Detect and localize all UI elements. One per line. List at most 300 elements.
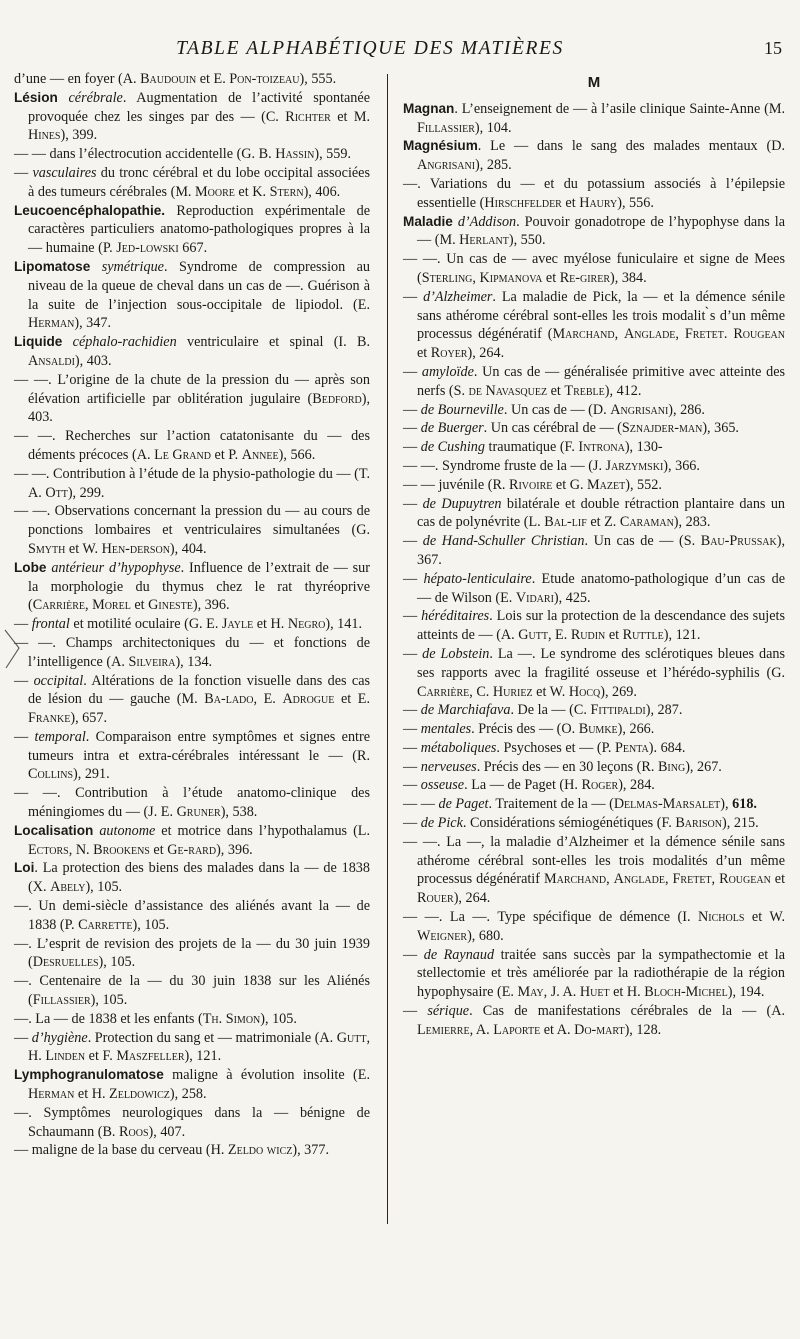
entry-text: Caraman xyxy=(619,514,674,531)
entry-text: . Un cas cérébral de — ( xyxy=(483,420,622,437)
entry-text: — —. Contribution à l’étude anatomo-clinique des méningiomes du — (J. E. xyxy=(14,785,370,821)
entry-text: , H. xyxy=(28,1029,371,1065)
entry-text: , xyxy=(84,597,93,614)
entry-text: Rivoire xyxy=(509,476,553,493)
entry-text: et K. xyxy=(234,183,270,200)
entry-text: Abely xyxy=(50,879,86,896)
entry-text: Bedford xyxy=(312,390,362,407)
index-entry xyxy=(14,935,370,973)
entry-text: Bal-lif xyxy=(544,514,587,531)
entry-text: . Syndrome de compression au niveau de la queue de cheval dans un cas de —. Guérison à la suite de l’injection sous-occipitale de lipiodol. (E. xyxy=(28,258,370,313)
entry-text: ), 550. xyxy=(508,232,546,249)
entry-text: ), 657. xyxy=(70,710,107,727)
entry-text: Fretet xyxy=(672,871,712,888)
entry-text: Rougean xyxy=(719,871,771,888)
entry-text: ), 556. xyxy=(617,194,654,211)
entry-text: — — juvénile (R. xyxy=(403,476,509,493)
entry-text: Barison xyxy=(675,815,723,832)
index-entry xyxy=(403,720,785,739)
entry-text: et W. xyxy=(744,909,786,926)
entry-text: Maszfeller xyxy=(116,1048,185,1065)
entry-text: . La maladie de Pick, la — et la démence sénile sans athérome cérébral sont-elles les trois modalit ̀s d’un même processus dégénératif ( xyxy=(417,288,786,343)
entry-text: —. Variations du — et du potassium associés à l’épilepsie essentielle ( xyxy=(403,175,785,211)
entry-text: , C. xyxy=(469,683,493,700)
entry-text: Gutt xyxy=(336,1029,367,1046)
entry-text: ), 538. xyxy=(220,804,258,821)
entry-text: Penta xyxy=(615,739,649,756)
index-entry xyxy=(14,465,370,503)
entry-text: ventriculaire et spinal (I. B. xyxy=(176,334,371,351)
entry-text: — —. Observations concernant la pression du — au cours de ponctions lombaires et ventriculaires simultanées (G. xyxy=(14,503,370,539)
entry-text: Desruelles xyxy=(32,954,99,971)
entry-text: . Un cas de — généralisée primitive avec atteinte des nerfs (S. xyxy=(417,363,786,399)
entry-text: — xyxy=(403,702,421,719)
entry-text: et P. xyxy=(210,446,242,463)
entry-text: et W. xyxy=(65,540,102,557)
entry-text: ), 286. xyxy=(668,401,705,418)
entry-text: Moore xyxy=(195,183,235,200)
entry-text: ), 121. xyxy=(184,1048,222,1065)
entry-text: ), 121. xyxy=(663,627,701,644)
entry-text: . Augmentation de l’activité spontanée provoquée chez les singes par des — (C. xyxy=(28,89,370,125)
entry-text: hépato-lenticulaire xyxy=(423,570,532,587)
entry-text: Hines xyxy=(28,127,61,144)
entry-text: frontal xyxy=(31,616,70,633)
entry-text: Lemierre xyxy=(417,1021,470,1038)
entry-text: Jayle xyxy=(221,616,254,633)
index-entry xyxy=(403,776,785,795)
entry-text: et motrice dans l’hypothalamus (L. xyxy=(155,822,371,839)
index-entry xyxy=(14,672,370,728)
entry-text: — —. Contribution à l’étude de la physio-pathologie du — (T. A. xyxy=(14,465,370,501)
index-entry xyxy=(403,100,785,138)
entry-text: — xyxy=(403,1003,428,1020)
entry-text: ), 396. xyxy=(192,597,230,614)
entry-text: d’hygiène xyxy=(31,1029,88,1046)
entry-text: et H. xyxy=(609,984,645,1001)
entry-text: et G. xyxy=(552,476,588,493)
entry-text: et E. xyxy=(196,71,230,87)
entry-text: ), 367. xyxy=(417,533,785,568)
entry-term: Magnan xyxy=(403,100,455,116)
entry-text: 618. xyxy=(732,796,757,813)
entry-text: ), 105. xyxy=(98,954,136,971)
index-entry xyxy=(14,1010,370,1029)
entry-text: Royer xyxy=(430,345,468,362)
index-entry xyxy=(403,495,785,533)
entry-text: ), 264. xyxy=(453,890,491,907)
left-column xyxy=(14,70,370,1160)
entry-text: Ruttle xyxy=(622,627,664,644)
entry-text: Kipmanova xyxy=(479,269,543,286)
entry-text: Annee xyxy=(241,446,279,463)
index-entry xyxy=(14,634,370,672)
index-entry xyxy=(14,615,370,634)
index-entry xyxy=(14,202,370,258)
entry-text: Sznajder-man xyxy=(621,420,703,437)
entry-text: ), 396. xyxy=(216,841,253,858)
entry-text: et motilité oculaire (G. E. xyxy=(69,616,222,633)
entry-text: et xyxy=(542,269,560,286)
entry-text: Stern xyxy=(269,183,304,200)
entry-text: Haury xyxy=(579,194,618,211)
entry-text: traumatique (F. xyxy=(484,439,579,456)
entry-text: —. L’esprit de revision des projets de la — du 30 juin 1939 ( xyxy=(14,935,370,971)
entry-text: . Précis des — (O. xyxy=(471,721,579,738)
entry-term: Magnésium xyxy=(403,138,478,154)
entry-text: Th. Simon xyxy=(202,1010,261,1027)
entry-text: céphalo-rachidien xyxy=(72,334,177,351)
entry-text: Ansaldi xyxy=(28,352,75,369)
entry-text: — —. Syndrome fruste de la — (J. xyxy=(403,457,606,474)
entry-text: Collins xyxy=(28,766,74,783)
entry-text: — xyxy=(403,420,421,437)
entry-text: — —. Recherches sur l’action catatonisante du — des déments précoces (A. xyxy=(14,428,370,463)
entry-text: , A. xyxy=(469,1021,494,1038)
entry-text: ), 194. xyxy=(727,984,765,1001)
entry-text: — xyxy=(403,439,421,456)
entry-text xyxy=(90,259,101,275)
entry-text: . Traitement de la — ( xyxy=(488,796,614,813)
entry-text: Fillassier xyxy=(32,992,91,1009)
index-entry xyxy=(403,570,785,608)
entry-text: et H. xyxy=(74,1086,110,1103)
entry-text: —. Centenaire de la — du 30 juin 1838 sur les Aliénés ( xyxy=(14,973,370,1009)
entry-text: de Buerger xyxy=(420,420,484,437)
entry-text: Carrière xyxy=(32,597,85,614)
entry-text: Richter xyxy=(285,108,331,125)
entry-text: Zeldo wicz xyxy=(227,1142,293,1159)
entry-text: Hirschfelder xyxy=(484,194,562,211)
entry-text: occipital xyxy=(33,672,84,689)
entry-text: Herman xyxy=(28,1086,75,1103)
entry-text: de Hand-Schuller Christian xyxy=(422,533,585,550)
entry-text: ), 299. xyxy=(67,484,105,501)
index-entry xyxy=(14,1141,370,1160)
entry-text: Anglade xyxy=(624,326,676,343)
entry-text: Bau-Prussak xyxy=(700,533,777,550)
entry-term: Localisation xyxy=(14,822,94,838)
entry-term: Liquide xyxy=(14,334,63,350)
entry-text: et xyxy=(149,841,168,858)
right-column xyxy=(403,70,785,1040)
entry-text: . Considérations sémiogénétiques (F. xyxy=(462,815,676,832)
index-entry xyxy=(14,1104,370,1142)
entry-text: . Le — dans le sang des malades mentaux (D. xyxy=(477,138,785,155)
entry-text: ), 105. xyxy=(260,1010,297,1027)
entry-text: de Dupuytren xyxy=(422,495,502,512)
entry-text: et xyxy=(417,345,431,362)
index-entry xyxy=(14,859,370,897)
entry-text: — maligne de la base du cerveau (H. xyxy=(14,1142,228,1159)
entry-text: d’Addison xyxy=(457,213,517,230)
entry-text: — xyxy=(403,495,423,512)
index-entry xyxy=(14,333,370,371)
entry-text: — xyxy=(403,721,421,738)
index-entry xyxy=(403,833,785,908)
entry-text: Vidari xyxy=(515,589,554,606)
letter-heading: M xyxy=(587,74,601,91)
entry-text: — xyxy=(403,401,421,418)
entry-text: — xyxy=(14,1029,32,1046)
index-entry xyxy=(403,213,785,251)
entry-text: — xyxy=(403,363,422,380)
index-entry xyxy=(14,972,370,1010)
entry-text: et M. xyxy=(330,108,371,125)
entry-text: antérieur d’hypophyse xyxy=(51,559,181,576)
entry-text: cérébrale xyxy=(68,89,123,106)
entry-text: Fillassier xyxy=(417,119,475,136)
entry-text: Mazet xyxy=(587,476,626,493)
right-column-entries xyxy=(403,100,785,1040)
entry-text: — xyxy=(403,777,421,794)
entry-text: — xyxy=(403,815,421,832)
entry-text: Hen-derson xyxy=(101,540,170,557)
entry-text: ), 269. xyxy=(600,683,637,700)
index-entry xyxy=(403,795,785,814)
entry-text: Gutt xyxy=(518,627,548,644)
entry-text: , N. xyxy=(68,841,94,858)
entry-text: Rouer xyxy=(417,890,454,907)
index-entry xyxy=(403,401,785,420)
entry-text: ), 406. xyxy=(303,183,341,200)
entry-text: —. La — de 1838 et les enfants ( xyxy=(14,1010,203,1027)
entry-text: . Un cas de — (S. xyxy=(584,533,701,550)
entry-text: ), 566. xyxy=(278,446,316,463)
entry-text: et xyxy=(130,597,149,614)
entry-text: et W. xyxy=(532,683,569,700)
entry-text: ), 403. xyxy=(28,390,370,426)
entry-text: symétrique xyxy=(101,258,164,275)
entry-text: Carrière xyxy=(417,683,470,700)
entry-text: de Navasquez xyxy=(468,382,548,399)
entry-text: et xyxy=(547,382,565,399)
entry-text: ), 291. xyxy=(73,766,110,783)
entry-text: Carrette xyxy=(78,916,133,933)
running-title: TABLE ALPHABÉTIQUE DES MATIÈRES xyxy=(176,38,564,59)
entry-text: Reproduction expérimentale de caractères particuliers anatomo-pathologiques propres à la — humaine (P. xyxy=(28,202,370,257)
entry-text: ), 105. xyxy=(85,879,123,896)
entry-text: Marchand xyxy=(543,871,607,888)
entry-text: maligne à évolution insolite (E. xyxy=(163,1067,370,1084)
entry-text: Baudouin xyxy=(140,71,197,87)
entry-text: Angrisani xyxy=(417,157,476,174)
entry-text xyxy=(62,334,72,350)
entry-text: Sterling xyxy=(421,269,473,286)
entry-text: ). 684. xyxy=(648,739,686,756)
entry-text: Hocq xyxy=(568,683,601,700)
entry-text: . Lois sur la protection de la descendance des sujets atteints de — (A. xyxy=(417,608,785,644)
entry-text: Adrogue xyxy=(282,691,335,708)
entry-text: Herman xyxy=(28,315,75,332)
entry-text: ), 399. xyxy=(60,127,98,144)
index-entry xyxy=(403,645,785,701)
entry-text: Smyth xyxy=(28,540,66,557)
entry-text: Huet xyxy=(579,984,610,1001)
entry-text: — xyxy=(403,739,421,756)
entry-text: ), 559. xyxy=(314,146,352,163)
index-entry xyxy=(403,607,785,645)
entry-text: Ott xyxy=(45,484,68,501)
entry-text: Hassin xyxy=(275,146,315,163)
entry-text: . Cas de manifestations cérébrales de la — (A. xyxy=(469,1003,785,1020)
entry-text: ), 552. xyxy=(625,476,662,493)
index-entry xyxy=(403,419,785,438)
index-entry xyxy=(403,908,785,946)
entry-text: . La protection des biens des malades dans la — de 1838 (X. xyxy=(28,860,370,896)
entry-text: Re-girer xyxy=(559,269,610,286)
entry-text: ), 555. xyxy=(299,71,337,87)
entry-text: . Psychoses et — (P. xyxy=(496,739,616,756)
index-entry xyxy=(403,250,785,288)
index-entry xyxy=(403,814,785,833)
entry-text: ), 283. xyxy=(673,514,711,531)
index-entry xyxy=(14,145,370,164)
entry-text: — xyxy=(403,570,424,587)
entry-text: Anglade xyxy=(613,871,665,888)
entry-text: temporal xyxy=(34,728,86,745)
entry-term: Lobe xyxy=(14,559,47,575)
entry-text: — —. Un cas de — avec myélose funiculaire et signe de Mees ( xyxy=(403,251,785,286)
entry-text: d’Alzheimer xyxy=(423,288,493,305)
entry-text: et E. xyxy=(334,691,371,708)
entry-text: . Influence de l’extrait de — sur la morphologie du thymus chez le rat thyréoprive ( xyxy=(28,559,370,614)
entry-text: Rudin xyxy=(570,627,606,644)
entry-text: et xyxy=(605,627,623,644)
entry-text: Do-mart xyxy=(574,1021,625,1038)
index-entry xyxy=(403,438,785,457)
entry-text: . Pouvoir gonadotrope de l’hypophyse dans la — (M. xyxy=(417,213,786,249)
entry-text: de Cushing xyxy=(420,439,485,456)
index-entry xyxy=(403,457,785,476)
entry-text: ), 285. xyxy=(475,157,512,174)
index-entry xyxy=(14,1066,370,1104)
entry-text: ), 134. xyxy=(175,653,213,670)
entry-text: Roger xyxy=(581,777,619,794)
entry-text: Introna xyxy=(578,439,625,456)
entry-text: Marchand xyxy=(552,326,615,343)
entry-text: Le Grand xyxy=(154,446,211,463)
entry-text: ), 215. xyxy=(722,815,759,832)
entry-text: — xyxy=(403,645,423,662)
entry-text: ), 104. xyxy=(474,119,512,136)
entry-text: ), 266. xyxy=(617,721,655,738)
entry-text: Linden xyxy=(45,1048,86,1065)
entry-text: ), 128. xyxy=(624,1021,662,1038)
page-header xyxy=(0,38,800,64)
index-entry xyxy=(403,758,785,777)
index-entry xyxy=(14,258,370,333)
entry-text: ), 267. xyxy=(685,758,722,775)
index-entry xyxy=(403,1002,785,1040)
entry-text: — xyxy=(403,946,424,963)
index-entry xyxy=(403,476,785,495)
entry-text: . La —. Le syndrome des sclérotiques bleues dans ses rapports avec la fragilité osseuse et l’hérédo-syphilis (G. xyxy=(417,645,786,681)
entry-text: , xyxy=(664,871,673,888)
index-entry xyxy=(403,363,785,401)
entry-text: ), 425. xyxy=(553,589,591,606)
entry-text: bilatérale et double rétraction plantaire dans un cas de polynévrite (L. xyxy=(417,495,786,531)
entry-text: et H. xyxy=(253,616,288,633)
entry-text: Franke xyxy=(28,710,71,727)
entry-text: héréditaires xyxy=(421,608,490,625)
entry-text: Silveira xyxy=(128,653,176,670)
entry-text: —. Un demi-siècle d’assistance des aliénés avant la — de 1838 (P. xyxy=(14,898,370,933)
entry-text: . xyxy=(723,326,734,343)
entry-text: ), 403. xyxy=(74,352,112,369)
entry-text: . Protection du sang et — matrimoniale (A. xyxy=(87,1029,337,1046)
index-entry xyxy=(14,164,370,202)
entry-text: — —. Champs architectoniques du — et fonctions de l’intelligence (A. xyxy=(14,634,370,670)
entry-text: ), 412. xyxy=(604,382,642,399)
entry-text: — —. L’origine de la chute de la pression du — après son élévation artificielle par oblitération jugulaire ( xyxy=(14,371,370,407)
entry-text: ), 258. xyxy=(169,1086,207,1103)
entry-text: — — dans l’électrocution accidentelle (G. B. xyxy=(14,146,276,163)
entry-text: amyloïde xyxy=(421,363,474,380)
entry-text: ), 404. xyxy=(169,540,207,557)
entry-text: . La — de Paget (H. xyxy=(464,777,582,794)
entry-text: Roos xyxy=(119,1123,149,1140)
entry-text: . Précis des — en 30 leçons (R. xyxy=(476,758,658,775)
entry-text: — xyxy=(14,616,32,633)
index-entry xyxy=(14,559,370,615)
entry-text: Zeldowicz xyxy=(109,1086,170,1103)
entry-text: de Bourneville xyxy=(420,401,504,418)
entry-text: , E. xyxy=(253,691,283,708)
index-entry xyxy=(14,1029,370,1067)
index-entry xyxy=(14,822,370,860)
index-entry xyxy=(14,784,370,822)
entry-text: — xyxy=(14,672,34,689)
entry-text: et Z. xyxy=(586,514,620,531)
entry-text: ), 105. xyxy=(90,992,128,1009)
index-entry xyxy=(403,175,785,213)
entry-text: ), 284. xyxy=(618,777,655,794)
entry-text: ), 287. xyxy=(645,702,683,719)
entry-text: . L’enseignement de — à l’asile clinique Sainte-Anne (M. xyxy=(454,100,785,117)
entry-text: Bloch-Michel xyxy=(644,984,728,1001)
entry-text: de Raynaud xyxy=(423,946,495,963)
entry-text: Bumke xyxy=(578,721,618,738)
entry-text: et A. xyxy=(540,1021,575,1038)
entry-text: — xyxy=(403,533,423,550)
index-entry xyxy=(14,897,370,935)
entry-text: Fretet xyxy=(684,326,724,343)
entry-text: May xyxy=(517,984,544,1001)
entry-text: du tronc cérébral et du lobe occipital associées à des tumeurs cérébrales (M. xyxy=(28,164,371,200)
entry-text: ), 366. xyxy=(663,457,700,474)
entry-term: Leucoencéphalopathie. xyxy=(14,202,166,218)
entry-text: Ectors xyxy=(28,841,69,858)
entry-text: de Paget xyxy=(438,796,489,813)
entry-text: ), 384. xyxy=(610,269,647,286)
entry-text: , xyxy=(675,326,685,343)
entry-text: sérique xyxy=(427,1003,470,1020)
entry-text: . Un cas de — (D. xyxy=(503,401,611,418)
entry-text: — xyxy=(403,288,424,305)
entry-text: Brookens xyxy=(93,841,150,858)
entry-text: — —. La —, la maladie d’Alzheimer et la démence sénile sans athérome cérébral sont-elles les trois modalités d’un même processus dégénératif xyxy=(403,833,785,888)
entry-text: ), 130- xyxy=(624,439,663,456)
entry-text: d’une — en foyer (A. xyxy=(14,71,141,87)
entry-text: Ba-lado xyxy=(204,691,254,708)
entry-text: Angrisani xyxy=(610,401,669,418)
entry-term: Loi xyxy=(14,860,35,876)
margin-pencil-mark xyxy=(3,628,23,672)
entry-text: Weigner xyxy=(417,927,468,944)
index-entry xyxy=(403,739,785,758)
entry-text: , xyxy=(614,326,625,343)
